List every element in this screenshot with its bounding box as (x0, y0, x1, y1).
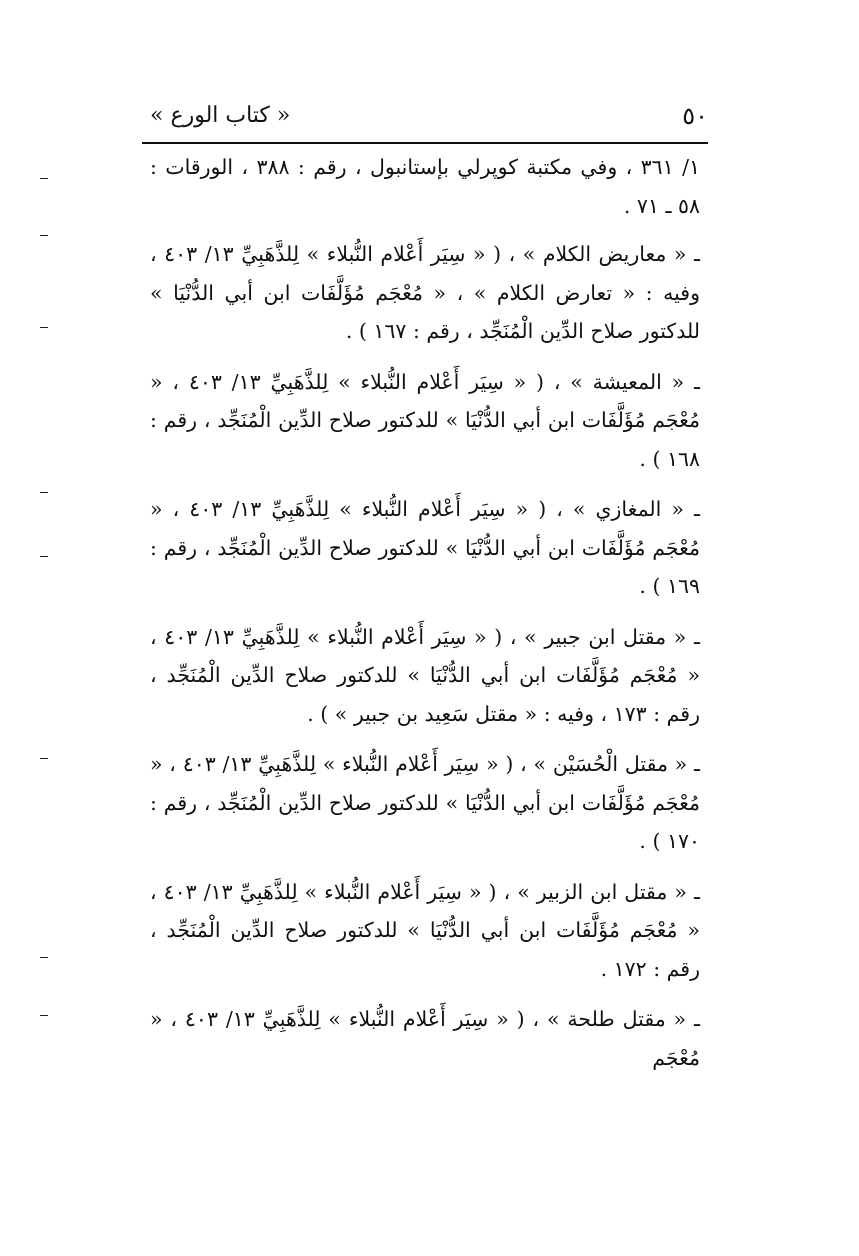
margin-mark (40, 178, 48, 179)
margin-mark (40, 556, 48, 557)
margin-mark (40, 758, 48, 759)
entry-maqtal-talha: ـ « مقتل طلحة » ، ( « سِيَر أَعْلام النُّبلاء » لِلذَّهَبِيِّ ١٣/ ٤٠٣ ، « مُعْجَم (150, 1007, 700, 1070)
page-body (150, 148, 700, 1089)
margin-mark (40, 235, 48, 236)
entry-continuation: ١/ ٣٦١ ، وفي مكتبة كوپرلي بإستانبول ، رقم : ٣٨٨ ، الورقات : ٥٨ ـ ٧١ . (150, 155, 700, 218)
margin-mark (40, 327, 48, 328)
entry-maqtal-al-husayn: ـ « مقتل الْحُسَيْن » ، ( « سِيَر أَعْلام النُّبلاء » لِلذَّهَبِيِّ ١٣/ ٤٠٣ ، « مُعْجَم مُؤَلَّفَات ابن أبي الدُّنْيَا » للدكتور صلاح الدِّين الْمُنَجِّد ، رقم : ١٧٠ ) . (150, 752, 700, 853)
margin-mark (40, 957, 48, 958)
entry-maqtal-ibn-jubayr: ـ « مقتل ابن جبير » ، ( « سِيَر أَعْلام النُّبلاء » لِلذَّهَبِيِّ ١٣/ ٤٠٣ ، « مُعْجَم مُؤَلَّفَات ابن أبي الدُّنْيَا » للدكتور صلاح الدِّين الْمُنَجِّد ، رقم : ١٧٣ ، وفيه : « مقتل سَعِيد بن جبير » ) . (150, 624, 700, 726)
margin-mark (40, 1015, 48, 1016)
entry-al-maghazi: ـ « المغازي » ، ( « سِيَر أَعْلام النُّبلاء » لِلذَّهَبِيِّ ١٣/ ٤٠٣ ، « مُعْجَم مُؤَلَّفَات ابن أبي الدُّنْيَا » للدكتور صلاح الدِّين الْمُنَجِّد ، رقم : ١٦٩ ) . (150, 497, 700, 598)
page-number: ٥٠ (682, 102, 708, 130)
header-rule (142, 142, 708, 144)
entry-maqtal-ibn-al-zubayr: ـ « مقتل ابن الزبير » ، ( « سِيَر أَعْلام النُّبلاء » لِلذَّهَبِيِّ ١٣/ ٤٠٣ ، « مُعْجَم مُؤَلَّفَات ابن أبي الدُّنْيَا » للدكتور صلاح الدِّين الْمُنَجِّد ، رقم : ١٧٢ . (150, 879, 700, 981)
margin-mark (40, 492, 48, 493)
running-title: « كتاب الورع » (150, 103, 291, 128)
entry-al-maisha: ـ « المعيشة » ، ( « سِيَر أَعْلام النُّبلاء » لِلذَّهَبِيِّ ١٣/ ٤٠٣ ، « مُعْجَم مُؤَلَّفَات ابن أبي الدُّنْيَا » للدكتور صلاح الدِّين الْمُنَجِّد ، رقم : ١٦٨ ) . (150, 369, 700, 471)
entry-ma-arid-al-kalam: ـ « معاريض الكلام » ، ( « سِيَر أَعْلام النُّبلاء » لِلذَّهَبِيِّ ١٣/ ٤٠٣ ، وفيه : « تعارض الكلام » ، « مُعْجَم مُؤَلَّفَات ابن أبي الدُّنْيَا » للدكتور صلاح الدِّين الْمُنَجِّد ، رقم : ١٦٧ ) . (150, 242, 700, 343)
page-header (142, 96, 708, 136)
